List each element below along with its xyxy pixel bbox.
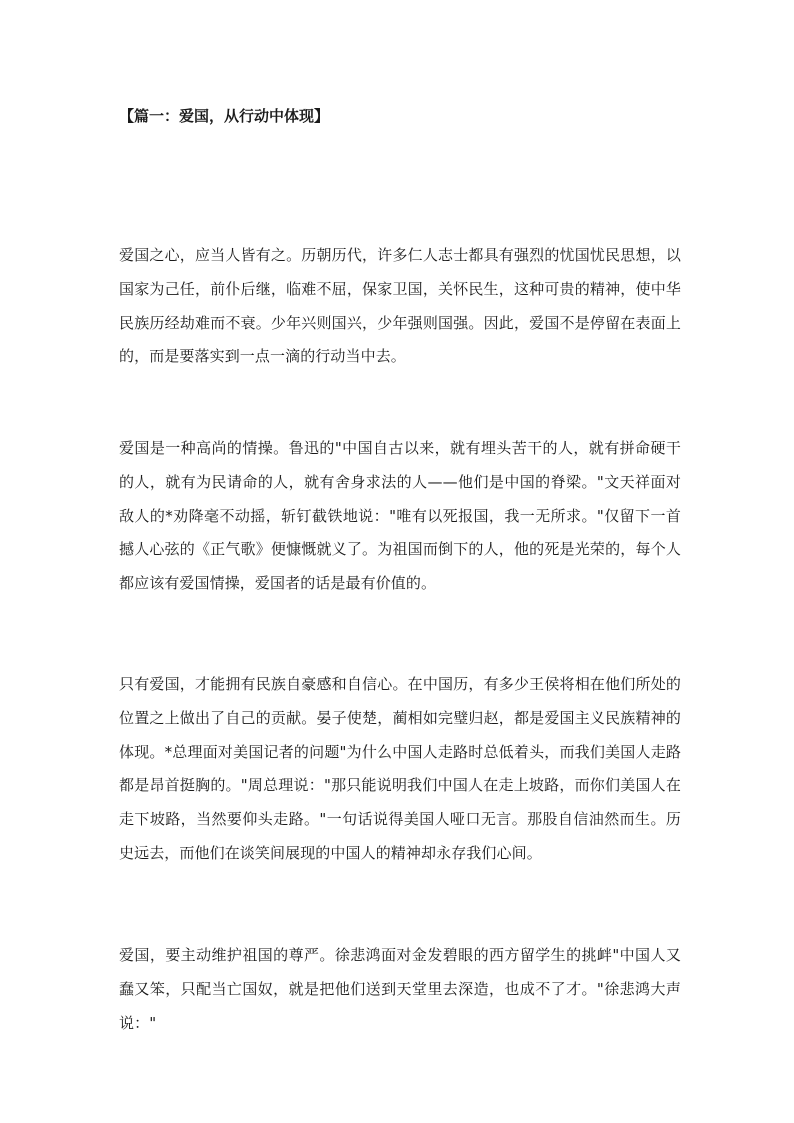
paragraph-1: 爱国之心，应当人皆有之。历朝历代，许多仁人志士都具有强烈的忧国忧民思想，以国家为己任，前仆后继，临难不屈，保家卫国，关怀民生，这种可贵的精神，使中华民族历经劫难而不衰。少年兴则国兴，少年强则国强。因此，爱国不是停留在表面上的，而是要落实到一点一滴的行动当中去。 xyxy=(119,246,681,366)
paragraph-2: 爱国是一种高尚的情操。鲁迅的"中国自古以来，就有埋头苦干的人，就有拼命硬干的人，就有为民请命的人，就有舍身求法的人——他们是中国的脊梁。"文天祥面对敌人的*劝降毫不动摇，斩钉截铁地说："唯有以死报国，我一无所求。"仅留下一首撼人心弦的《正气歌》便慷慨就义了。为祖国而倒下的人，他的死是光荣的，每个人都应该有爱国情操，爱国者的话是最有价值的。 xyxy=(119,439,681,593)
document-title: 【篇一：爱国，从行动中体现】 xyxy=(119,107,330,125)
paragraph-4: 爱国，要主动维护祖国的尊严。徐悲鸿面对金发碧眼的西方留学生的挑衅"中国人又蠢又笨，只配当亡国奴，就是把他们送到天堂里去深造，也成不了才。"徐悲鸿大声说：" xyxy=(119,946,681,1032)
paragraph-3: 只有爱国，才能拥有民族自豪感和自信心。在中国历，有多少王侯将相在他们所处的位置之上做出了自己的贡献。晏子使楚，蔺相如完璧归赵，都是爱国主义民族精神的体现。*总理面对美国记者的问题"为什么中国人走路时总低着头，而我们美国人走路都是昂首挺胸的。"周总理说："那只能说明我们中国人在走上坡路，而你们美国人在走下坡路，当然要仰头走路。"一句话说得美国人哑口无言。那股自信油然而生。历史远去，而他们在谈笑间展现的中国人的精神却永存我们心间。 xyxy=(119,675,681,862)
